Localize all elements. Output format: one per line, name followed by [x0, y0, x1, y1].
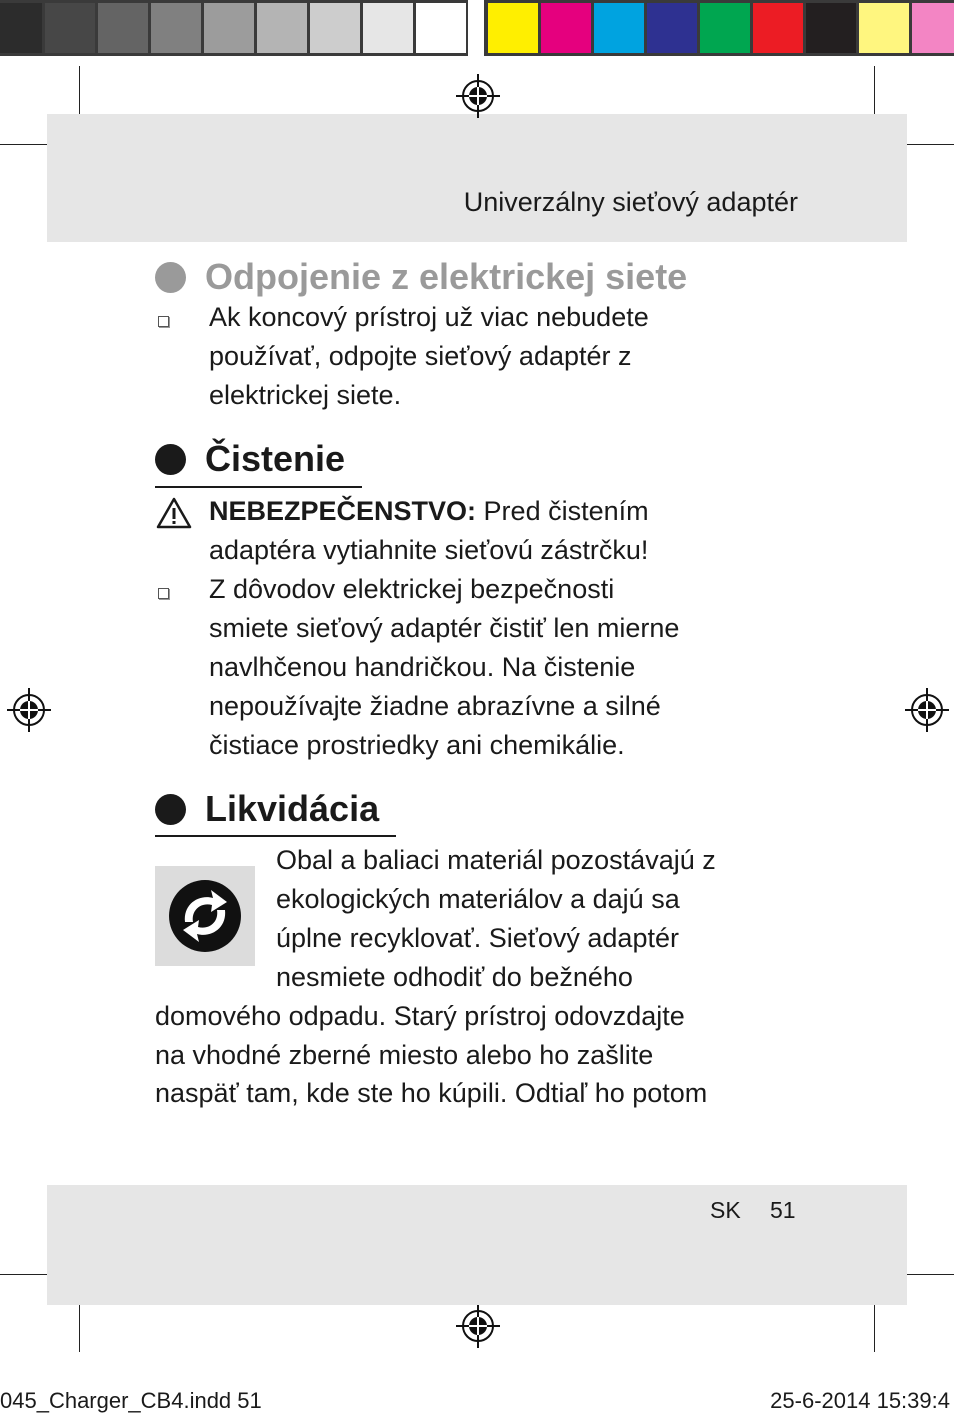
- heading-bullet-icon: [155, 262, 186, 293]
- color-swatch: [806, 3, 856, 53]
- paragraph-line: čistiace prostriedky ani chemikálie.: [209, 730, 625, 760]
- color-swatch: [541, 3, 591, 53]
- gray-swatch: [151, 3, 201, 53]
- gray-swatch: [45, 3, 95, 53]
- paragraph-line: smiete sieťový adaptér čistiť len mierne: [209, 613, 680, 643]
- paragraph-line: nepoužívajte žiadne abrazívne a silné: [209, 691, 661, 721]
- heading-underline: [155, 486, 362, 488]
- warning-text: Pred čistením: [476, 496, 649, 526]
- color-swatch: [859, 3, 909, 53]
- warning-line: [209, 492, 649, 531]
- gray-swatch: [416, 3, 466, 53]
- green-dot-recycling-icon: [155, 866, 255, 966]
- header-band: [47, 114, 907, 242]
- warning-line: adaptéra vytiahnite sieťovú zástrčku!: [209, 535, 649, 565]
- checkbox-bullet-icon: [158, 316, 169, 327]
- color-swatch: [647, 3, 697, 53]
- heading-underline: [155, 835, 396, 837]
- gray-swatch: [98, 3, 148, 53]
- heading-bullet-icon: [155, 444, 186, 475]
- warning-label: NEBEZPEČENSTVO:: [209, 496, 477, 526]
- slug-timestamp: 25-6-2014 15:39:4: [770, 1388, 950, 1413]
- color-swatch: [753, 3, 803, 53]
- slug-filename: 045_Charger_CB4.indd 51: [0, 1388, 262, 1413]
- registration-mark-icon: [905, 688, 949, 732]
- heading-text: Čistenie: [205, 438, 346, 479]
- gray-swatch: [310, 3, 360, 53]
- heading-bullet-icon: [155, 794, 186, 825]
- color-swatch: [912, 3, 954, 53]
- paragraph-line: naspäť tam, kde ste ho kúpili. Odtiaľ ho potom: [155, 1078, 708, 1108]
- paragraph-line: na vhodné zberné miesto alebo ho zašlite: [155, 1040, 654, 1070]
- page-number: 51: [770, 1197, 796, 1223]
- paragraph-line: ekologických materiálov a dajú sa: [276, 884, 680, 914]
- gray-swatch: [204, 3, 254, 53]
- registration-mark-icon: [7, 688, 51, 732]
- paragraph-line: Z dôvodov elektrickej bezpečnosti: [209, 574, 615, 604]
- section-heading-cleaning: [155, 438, 345, 480]
- registration-mark-icon: [456, 74, 500, 118]
- warning-triangle-icon: [156, 497, 192, 529]
- gray-swatch: [0, 3, 42, 53]
- checkbox-bullet-icon: [158, 588, 169, 599]
- gray-swatch: [257, 3, 307, 53]
- paragraph-line: domového odpadu. Starý prístroj odovzdajte: [155, 1001, 685, 1031]
- paragraph-line: nesmiete odhodiť do bežného: [276, 962, 633, 992]
- paragraph-line: navlhčenou handričkou. Na čistenie: [209, 652, 636, 682]
- gray-swatch: [363, 3, 413, 53]
- heading-text: Odpojenie z elektrickej siete: [205, 256, 688, 297]
- color-swatch: [594, 3, 644, 53]
- section-heading-disposal: [155, 788, 379, 830]
- color-swatch: [488, 3, 538, 53]
- registration-mark-icon: [456, 1304, 500, 1348]
- heading-text: Likvidácia: [205, 788, 380, 829]
- paragraph-line: Obal a baliaci materiál pozostávajú z: [276, 845, 716, 875]
- color-swatch: [700, 3, 750, 53]
- running-header: Univerzálny sieťový adaptér: [463, 187, 798, 217]
- language-code: SK: [710, 1197, 741, 1223]
- paragraph-line: úplne recyklovať. Sieťový adaptér: [276, 923, 679, 953]
- paragraph-line: používať, odpojte sieťový adaptér z: [209, 341, 632, 371]
- paragraph-line: Ak koncový prístroj už viac nebudete: [209, 302, 649, 332]
- section-heading-disconnect: [155, 256, 687, 298]
- paragraph-line: elektrickej siete.: [209, 380, 402, 410]
